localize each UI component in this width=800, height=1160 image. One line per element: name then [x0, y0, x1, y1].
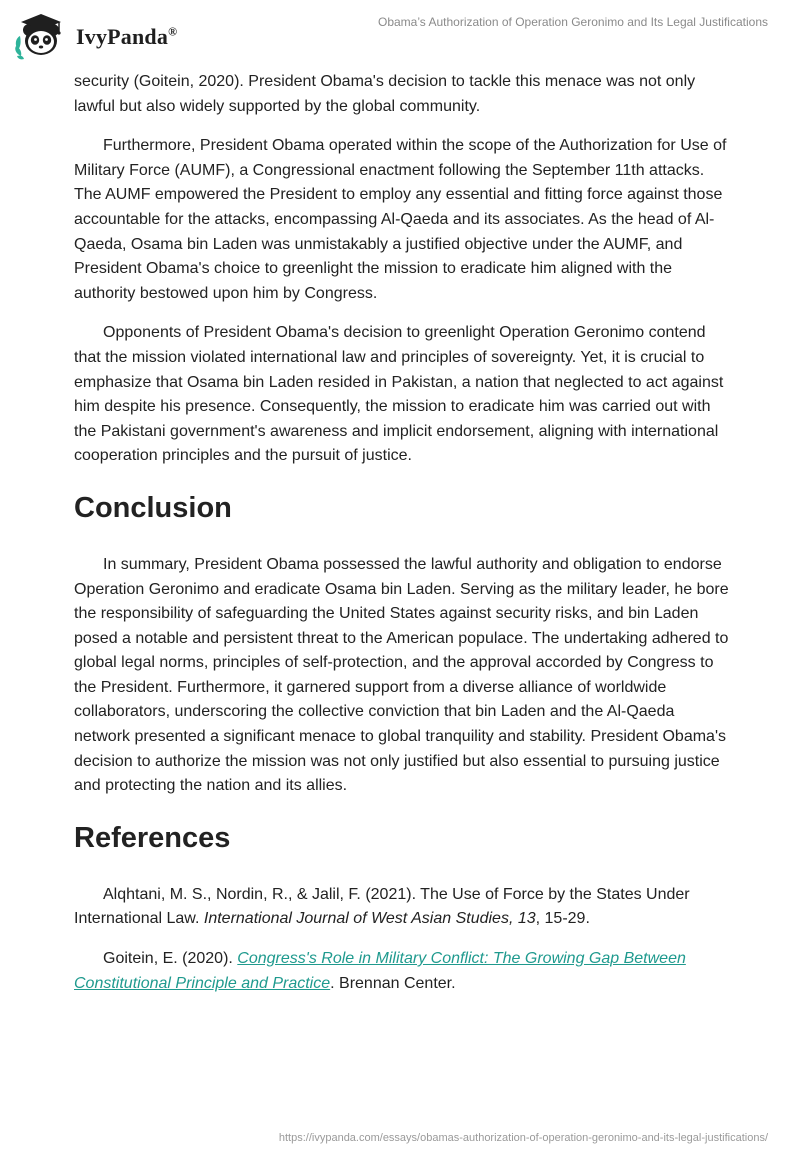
- references-heading: References: [74, 821, 231, 854]
- essay-content: [74, 70, 734, 1011]
- journal-title: International Journal of West Asian Studies, 13: [203, 910, 536, 928]
- paragraph: In summary, President Obama possessed the lawful authority and obligation to endorse Operation Geronimo and eradicate Osama bin Laden. Serving as the military leader, he bore the responsibility of safeguarding the United States against security risks, and bin Laden posed a notable and persistent threat to the American populace. The undertaking adhered to global legal norms, principles of self-protection, and the approval accorded by Congress to the President. Furthermore, it garnered support from a diverse alliance of worldwide collaborators, underscoring the collective conviction that bin Laden and the Al-Qaeda network presented a significant menace to global tranquility and stability. President Obama's decision to authorize the mission was not only justified but also essential to pursuing justice and protecting the nation and its allies.: [74, 555, 729, 795]
- reference-link[interactable]: Congress's Role in Military Conflict: The Growing Gap Between Constitutional Principle and Practice: [74, 950, 686, 992]
- paragraph: Furthermore, President Obama operated within the scope of the Authorization for Use of Military Force (AUMF), a Congressional enactment following the September 11th attacks. The AUMF empowered the President to employ any essential and fitting force against those accountable for the attacks, encompassing Al-Qaeda and its associates. As the head of Al-Qaeda, Osama bin Laden was unmistakably a justified objective under the AUMF, and President Obama's choice to greenlight the mission to eradicate him aligned with the authority bestowed upon him by Congress.: [74, 137, 727, 302]
- reference-text: , 15-29.: [535, 910, 590, 928]
- paragraph: Opponents of President Obama's decision to greenlight Operation Geronimo contend that the mission violated international law and principles of sovereignty. Yet, it is crucial to emphasize that Osama bin Laden resided in Pakistan, a nation that neglected to act against him despite his presence. Consequently, the mission to eradicate him was carried out with the Pakistani government's awareness and implicit endorsement, aligning with international cooperation principles and the pursuit of justice.: [74, 324, 724, 465]
- reference-text: . Brennan Center.: [330, 974, 456, 992]
- reference-entry: [74, 883, 734, 932]
- logo-text: IvyPanda: [76, 24, 169, 49]
- panda-graduate-icon: [12, 10, 70, 62]
- conclusion-heading: Conclusion: [74, 491, 232, 524]
- ivypanda-logo[interactable]: [12, 10, 177, 62]
- document-title: Obama’s Authorization of Operation Geronimo and Its Legal Justifications: [378, 15, 768, 29]
- reference-text: Alqhtani, M. S., Nordin, R., & Jalil, F. (2021). The Use of Force by the States Under International Law.: [74, 885, 690, 928]
- reference-entry: [74, 947, 734, 996]
- page-header: [0, 0, 800, 70]
- reference-text: Goitein, E. (2020).: [103, 950, 238, 968]
- registered-mark: ®: [168, 24, 178, 39]
- source-url: https://ivypanda.com/essays/obamas-authorization-of-operation-geronimo-and-its-legal-justifications/: [278, 1132, 768, 1144]
- paragraph: security (Goitein, 2020). President Obama's decision to tackle this menace was not only lawful but also widely supported by the global community.: [74, 73, 696, 115]
